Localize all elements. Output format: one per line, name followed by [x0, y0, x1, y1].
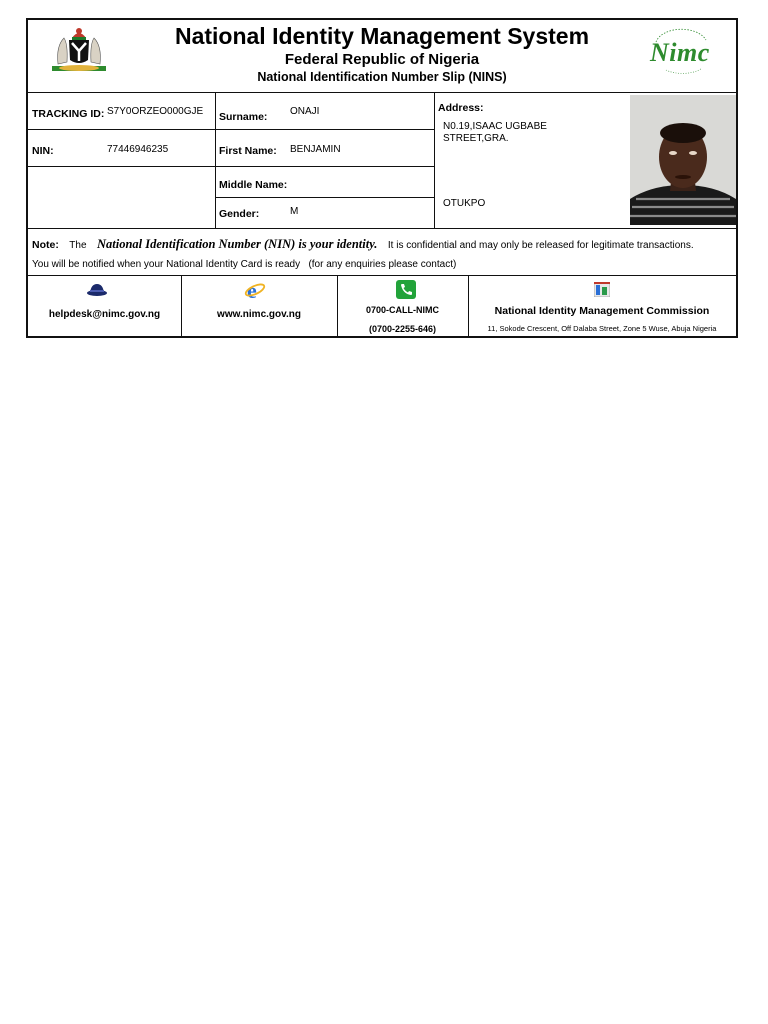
country-title: Federal Republic of Nigeria	[284, 51, 480, 68]
org-address: 11, Sokode Crescent, Off Dalaba Street, Zone 5 Wuse, Abuja Nigeria	[487, 324, 717, 333]
address-line2: STREET,GRA.	[443, 133, 509, 144]
note-label: Note:	[32, 239, 59, 251]
first-name-value: BENJAMIN	[290, 144, 341, 155]
address-line1: N0.19,ISAAC UGBABE	[443, 121, 547, 132]
nin-value: 77446946235	[107, 144, 169, 155]
note-prefix: The	[69, 240, 87, 251]
note-line2: You will be notified when your National Identity Card is ready (for any enquiries please contact)	[32, 259, 457, 270]
building-icon	[594, 282, 610, 297]
tracking-id-label: TRACKING ID:	[32, 108, 105, 120]
website-link[interactable]: www.nimc.gov.ng	[217, 309, 301, 320]
first-name-label: First Name:	[219, 145, 277, 157]
slip-title: National Identification Number Slip (NINS)	[257, 70, 507, 84]
passport-photo	[630, 95, 736, 225]
internet-explorer-icon	[244, 279, 266, 301]
nin-slip	[26, 18, 738, 338]
nimc-logo	[644, 26, 716, 74]
surname-label: Surname:	[219, 111, 268, 123]
middle-name-label: Middle Name:	[219, 179, 288, 191]
note-line	[32, 235, 694, 253]
address-label: Address:	[438, 102, 484, 114]
org-name: National Identity Management Commission	[494, 305, 710, 317]
hat-icon	[86, 282, 108, 296]
phone-icon	[396, 280, 416, 299]
phone-number: (0700-2255-646)	[368, 324, 437, 334]
phone-text: 0700-CALL-NIMC	[365, 305, 439, 315]
nimc-logo-text: Nimc	[650, 38, 710, 67]
nin-label: NIN:	[32, 145, 54, 157]
helpdesk-email[interactable]: helpdesk@nimc.gov.ng	[48, 309, 161, 320]
note-rest: It is confidential and may only be released for legitimate transactions.	[387, 240, 694, 251]
surname-value: ONAJI	[290, 106, 320, 117]
gender-label: Gender:	[219, 208, 260, 220]
tracking-id-value: S7Y0ORZEO000GJE	[107, 106, 204, 117]
system-title: National Identity Management System	[174, 23, 590, 49]
address-town: OTUKPO	[443, 198, 486, 209]
note-emphasis: National Identification Number (NIN) is your identity.	[96, 237, 378, 251]
svg-text:e: e	[247, 279, 257, 301]
gender-value: M	[290, 206, 299, 217]
